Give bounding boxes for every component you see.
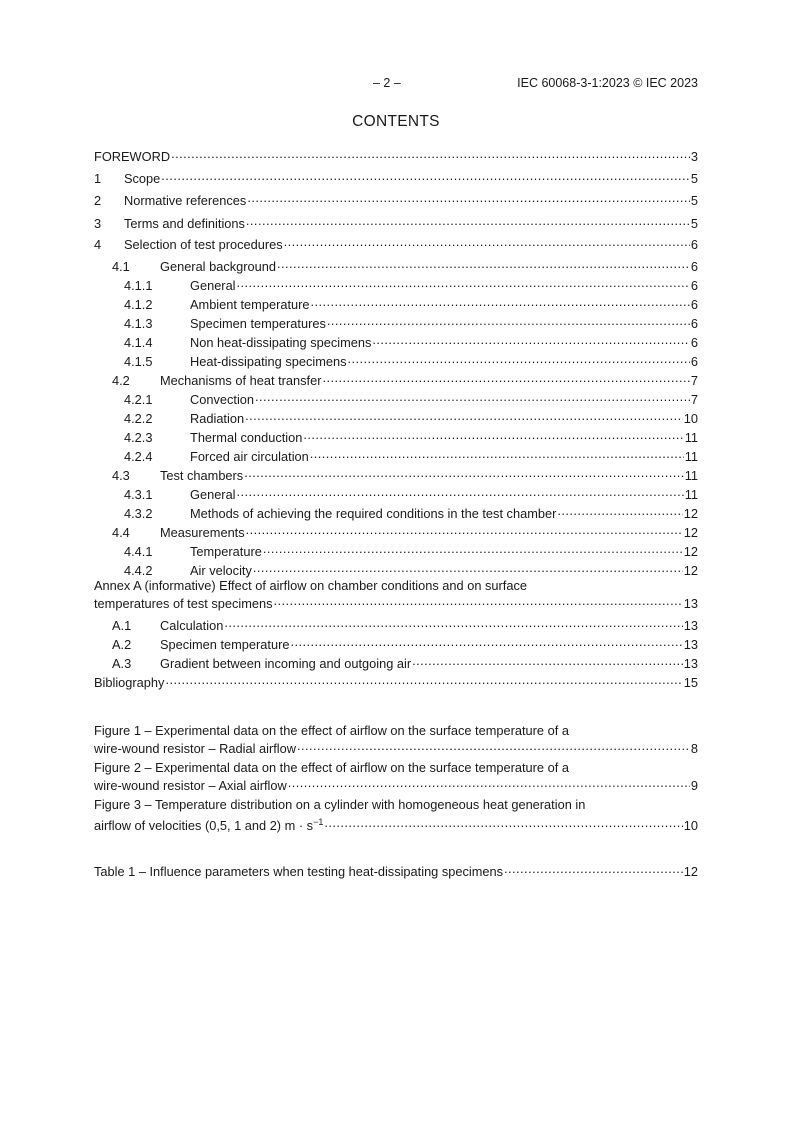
figure-page: 10 [683, 818, 698, 833]
dot-leader [303, 427, 683, 442]
toc-entry-text: Gradient between incoming and outgoing air [160, 656, 412, 671]
toc-entry-number: 4.2.2 [124, 411, 153, 426]
figure-title-line2-main: airflow of velocities (0,5, 1 and 2) m · s [94, 818, 314, 833]
dot-leader [288, 775, 690, 790]
toc-entry-4-1-1[interactable] [94, 275, 698, 293]
toc-entry-text: Heat-dissipating specimens [190, 354, 347, 369]
toc-entry-number: A.3 [112, 656, 132, 671]
toc-entry-number: 4.4.1 [124, 544, 153, 559]
toc-entry-4-2-2[interactable] [94, 408, 698, 426]
toc-entry-number: 3 [94, 216, 102, 231]
figure-entry-1[interactable] [94, 723, 698, 756]
figure-title-line2 [94, 818, 323, 833]
toc-entry-bibliography[interactable] [94, 672, 698, 690]
dot-leader [247, 190, 690, 205]
dot-leader [372, 332, 689, 347]
toc-entry-text: Scope [124, 171, 161, 186]
toc-entry-page: 11 [684, 487, 698, 502]
toc-entry-number: 4.4.2 [124, 563, 153, 578]
toc-entry-4-1-2[interactable] [94, 294, 698, 312]
toc-entry-4-3[interactable] [94, 465, 698, 483]
toc-entry-text: Non heat-dissipating specimens [190, 335, 372, 350]
dot-leader [171, 146, 690, 161]
dot-leader [161, 168, 690, 183]
annex-title-line2: temperatures of test specimens [94, 596, 273, 611]
figure-page: 9 [690, 778, 698, 793]
list-of-figures [94, 723, 698, 833]
toc-entry-page: 6 [690, 259, 698, 274]
dot-leader [311, 294, 690, 309]
dot-leader [277, 256, 690, 271]
toc-entry-number: 4.3 [112, 468, 130, 483]
toc-entry-text: Selection of test procedures [124, 237, 283, 252]
toc-entry-4-2[interactable] [94, 370, 698, 388]
dot-leader [297, 738, 690, 753]
page-title: CONTENTS [352, 113, 440, 130]
dot-leader [310, 446, 684, 461]
toc-entry-4-2-4[interactable] [94, 446, 698, 464]
toc-entry-text: FOREWORD [94, 149, 171, 164]
dot-leader [290, 634, 682, 649]
toc-entry-text: General [190, 278, 236, 293]
toc-entry-4-2-3[interactable] [94, 427, 698, 445]
toc-entry-terms-definitions[interactable] [94, 213, 698, 231]
toc-entry-text: Test chambers [160, 468, 244, 483]
toc-entry-page: 12 [683, 544, 698, 559]
toc-entry-number: 4.1.5 [124, 354, 153, 369]
toc-entry-number: 4.4 [112, 525, 130, 540]
table-entry-1[interactable] [94, 861, 698, 879]
toc-entry-page: 6 [690, 297, 698, 312]
toc-entry-annex-a[interactable] [94, 578, 698, 611]
toc-entry-number: 4.2.3 [124, 430, 153, 445]
toc-entry-4-3-1[interactable] [94, 484, 698, 502]
toc-entry-number: 4.1.4 [124, 335, 153, 350]
toc-entry-a-3[interactable] [94, 653, 698, 671]
dot-leader [237, 484, 684, 499]
toc-entry-page: 6 [690, 354, 698, 369]
toc-entry-selection-test-procedures[interactable] [94, 234, 698, 252]
toc-entry-number: 4.1.2 [124, 297, 153, 312]
page-number: – 2 – [373, 76, 401, 90]
dot-leader [327, 313, 690, 328]
toc-entry-number: 4.2.4 [124, 449, 153, 464]
toc-entry-number: 2 [94, 193, 102, 208]
dot-leader [412, 653, 683, 668]
toc-entry-4-4[interactable] [94, 522, 698, 540]
table-page: 12 [683, 864, 698, 879]
toc-entry-4-3-2[interactable] [94, 503, 698, 521]
toc-entry-page: 13 [683, 656, 698, 671]
toc-entry-number: 4.3.1 [124, 487, 153, 502]
toc-entry-text: General background [160, 259, 276, 274]
figure-page: 8 [690, 741, 698, 756]
toc-entry-number: A.2 [112, 637, 132, 652]
toc-entry-text: Mechanisms of heat transfer [160, 373, 322, 388]
dot-leader [263, 541, 683, 556]
toc-entry-text: Specimen temperatures [190, 316, 326, 331]
toc-entry-text: Temperature [190, 544, 262, 559]
dot-leader [347, 351, 689, 366]
toc-entry-page: 13 [683, 596, 698, 611]
toc-entry-text: Bibliography [94, 675, 165, 690]
dot-leader [165, 672, 682, 687]
toc-entry-page: 6 [690, 335, 698, 350]
figure-title-line2-row [94, 775, 698, 793]
toc-entry-number: 4.1.1 [124, 278, 153, 293]
toc-entry-4-1[interactable] [94, 256, 698, 274]
figure-title-line1: Figure 1 – Experimental data on the effect of airflow on the surface temperature of a [94, 723, 569, 738]
figure-entry-2[interactable] [94, 760, 698, 793]
toc-entry-page: 6 [690, 316, 698, 331]
dot-leader [246, 213, 690, 228]
toc-entry-number: 4.1 [112, 259, 130, 274]
toc-entry-page: 11 [684, 430, 698, 445]
toc-entry-page: 5 [690, 171, 698, 186]
annex-title-line1: Annex A (informative) Effect of airflow on chamber conditions and on surface [94, 578, 527, 593]
toc-entry-page: 6 [690, 237, 698, 252]
toc-entry-text: Convection [190, 392, 255, 407]
toc-entry-scope[interactable] [94, 168, 698, 186]
toc-entry-4-1-4[interactable] [94, 332, 698, 350]
annex-title-line2-row [94, 593, 698, 611]
toc-entry-number: 4.2.1 [124, 392, 153, 407]
toc-entry-page: 10 [683, 411, 698, 426]
dot-leader [244, 465, 683, 480]
dot-leader [245, 408, 683, 423]
toc-entry-page: 7 [690, 392, 698, 407]
figure-title-line1: Figure 3 – Temperature distribution on a cylinder with homogeneous heat generation in [94, 797, 586, 812]
toc-entry-a-2[interactable] [94, 634, 698, 652]
toc-entry-text: Terms and definitions [124, 216, 245, 231]
toc-entry-page: 5 [690, 193, 698, 208]
toc-entry-page: 11 [684, 468, 698, 483]
toc-entry-number: 4.1.3 [124, 316, 153, 331]
figure-title-line2-row [94, 738, 698, 756]
dot-leader [246, 522, 683, 537]
dot-leader [504, 861, 683, 876]
toc-entry-4-1-3[interactable] [94, 313, 698, 331]
toc-entry-page: 3 [690, 149, 698, 164]
list-of-tables [94, 861, 698, 879]
dot-leader [253, 560, 683, 575]
toc-main [94, 146, 698, 690]
figure-title-line2-row [94, 815, 698, 833]
toc-entry-page: 11 [684, 449, 698, 464]
toc-entry-page: 7 [690, 373, 698, 388]
toc-entry-page: 5 [690, 216, 698, 231]
toc-entry-number: A.1 [112, 618, 132, 633]
toc-entry-page: 13 [683, 618, 698, 633]
toc-entry-page: 6 [690, 278, 698, 293]
figure-title-line2-superscript: −1 [313, 817, 324, 827]
dot-leader [237, 275, 690, 290]
toc-entry-page: 13 [683, 637, 698, 652]
figure-title-line2: wire-wound resistor – Axial airflow [94, 778, 287, 793]
figure-title-line1: Figure 2 – Experimental data on the effect of airflow on the surface temperature of a [94, 760, 569, 775]
toc-entry-text: Thermal conduction [190, 430, 303, 445]
toc-entry-page: 12 [683, 563, 698, 578]
page-header [94, 76, 698, 92]
toc-entry-text: Calculation [160, 618, 224, 633]
toc-entry-text: Ambient temperature [190, 297, 310, 312]
toc-entry-4-4-1[interactable] [94, 541, 698, 559]
dot-leader [274, 593, 683, 608]
toc-entry-normative-references[interactable] [94, 190, 698, 208]
toc-entry-page: 12 [683, 525, 698, 540]
toc-entry-page: 15 [683, 675, 698, 690]
toc-entry-text: General [190, 487, 236, 502]
dot-leader [322, 370, 689, 385]
toc-entry-4-4-2[interactable] [94, 560, 698, 578]
dot-leader [224, 615, 682, 630]
toc-entry-4-1-5[interactable] [94, 351, 698, 369]
table-title: Table 1 – Influence parameters when testing heat-dissipating specimens [94, 864, 504, 879]
toc-entry-number: 4 [94, 237, 102, 252]
document-reference: IEC 60068-3-1:2023 © IEC 2023 [517, 76, 698, 90]
toc-entry-text: Normative references [124, 193, 247, 208]
toc-entry-text: Specimen temperature [160, 637, 290, 652]
toc-entry-foreword[interactable] [94, 146, 698, 164]
toc-entry-number: 1 [94, 171, 102, 186]
toc-entry-number: 4.3.2 [124, 506, 153, 521]
toc-entry-page: 12 [683, 506, 698, 521]
dot-leader [255, 389, 690, 404]
toc-entry-4-2-1[interactable] [94, 389, 698, 407]
dot-leader [557, 503, 682, 518]
dot-leader [284, 234, 690, 249]
toc-entry-text: Methods of achieving the required conditions in the test chamber [190, 506, 557, 521]
toc-entry-text: Air velocity [190, 563, 252, 578]
dot-leader [324, 815, 682, 830]
toc-entry-text: Measurements [160, 525, 245, 540]
toc-entry-number: 4.2 [112, 373, 130, 388]
figure-entry-3[interactable] [94, 797, 698, 833]
toc-entry-a-1[interactable] [94, 615, 698, 633]
toc-entry-text: Radiation [190, 411, 245, 426]
toc-entry-text: Forced air circulation [190, 449, 309, 464]
figure-title-line2: wire-wound resistor – Radial airflow [94, 741, 296, 756]
